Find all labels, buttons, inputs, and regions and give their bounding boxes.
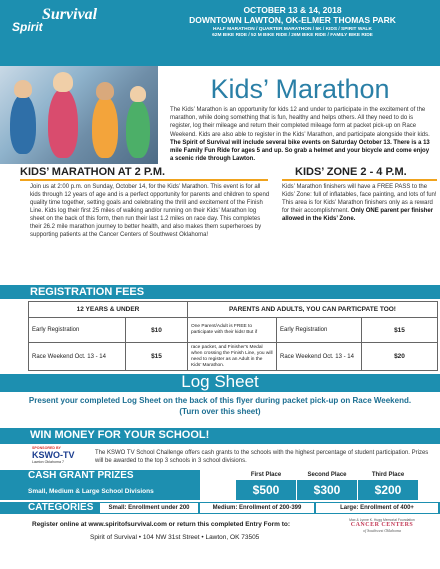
logo-small-text: Spirit [12,20,43,34]
adult-early-label: Early Registration [277,318,362,343]
foundation-name: Max & Lynne K. Hugg Memorial Foundation [349,518,415,522]
first-place-box [236,470,296,500]
adults-column-header: PARENTS AND ADULTS, YOU CAN PARTICPATE TOO! [188,302,438,318]
medium-division: Medium: Enrollment of 200-399 [200,503,314,513]
kids-early-fee: $10 [126,318,188,343]
kids-marathon-heading: KIDS’ MARATHON AT 2 P.M. [20,166,166,178]
kids-weekend-fee: $15 [126,343,188,371]
registration-title: REGISTRATION FEES [30,286,145,298]
log-sheet-instructions [0,395,440,417]
sponsor-name: KSWO-TV [32,450,75,460]
mailing-address: Spirit of Survival • 104 NW 31st Street • Lawton, OK 73505 [90,534,260,541]
intro-bike-events: The Spirit of Survival will include several bike events on Saturday October 13. There is a 13 mile Family Fun Ride for ages 5 and up. So grab a helmet and your bicycle and come enjoy a scenic ride through Lawton. [170,139,430,163]
third-place-box [358,470,418,500]
kids-running-photo [0,66,158,164]
categories-title: CATEGORIES [28,502,94,513]
adult-weekend-label: Race Weekend Oct. 13 - 14 [277,343,362,371]
adult-early-fee: $15 [362,318,438,343]
event-info [150,5,435,40]
table-header-row [29,302,438,318]
kids-weekend-label: Race Weekend Oct. 13 - 14 [29,343,126,371]
small-division: Small: Enrollment under 200 [100,503,198,513]
log-sheet-line-2: (Turn over this sheet) [179,407,261,416]
event-races: HALF MARATHON / QUARTER MARATHON / 5K / KIDS / SPIRIT WALK [213,27,372,32]
event-rides: 62M BIKE RIDE / 52 M BIKE RIDE / 26M BIKE RIDE / FAMILY BIKE RIDE [212,33,373,38]
divider [282,179,437,181]
kids-zone-rule: Only ONE parent per finisher allowed in the Kids’ Zone. [282,208,434,222]
sponsor-tagline: Lawton Oklahoma 7 [32,460,64,464]
adult-medal-note: race packet, and Finisher's Medal when crossing the Finish Line, you will need to register as an Adult in the Kids’ Marathon. [188,343,277,371]
registration-fee-table [28,301,438,371]
adult-free-note: One Parent/Adult is FREE to participate with their kids! But if [188,318,277,343]
cancer-centers-region: of Southwest Oklahoma [363,528,401,533]
school-challenge-text: The KSWO TV School Challenge offers cash grants to the schools with the highest percentage of student participation. Prizes will be awarded to the top 3 schools in 3 school divisions. [95,450,429,464]
second-place-amount: $300 [313,483,341,497]
kids-zone-text [282,183,437,223]
event-place: DOWNTOWN LAWTON, OK-ELMER THOMAS PARK [189,15,396,25]
second-place-box [297,470,357,500]
kids-marathon-text: Join us at 2:00 p.m. on Sunday, October 14, for the Kids’ Marathon. This event is for all kids through 12 years of age and is a perfect opportunity for parents and children to spend quality time together, setting goals and celebrating the thrill and excitement of the Finish Line. Kids log their first 25 miles of walking and/or running on their Kids’ Marathon log sheet on the back of this form, then run their last 1.2 miles on race day. This completes their 26.2 mile marathon journey to better health, and also makes them superheroes by supporting patients at the Cancer Centers of Southwest Oklahoma! [30,184,270,238]
log-sheet-line-1: Present your completed Log Sheet on the back of this flyer during packet pick-up on Race Weekend. [28,396,412,405]
kids-early-label: Early Registration [29,318,126,343]
large-division: Large: Enrollment of 400+ [316,503,438,513]
cancer-centers-logo [330,518,434,533]
event-dates: OCTOBER 13 & 14, 2018 [243,5,342,15]
log-sheet-title: Log Sheet [181,372,259,391]
first-place-label: First Place [236,470,296,480]
table-row [29,318,438,343]
kids-column-header: 12 YEARS & UNDER [29,302,188,318]
register-online-text: Register online at www.spiritofsurvival.com or return this completed Entry Form to: [32,521,290,528]
intro-paragraph: The Kids’ Marathon is an opportunity for kids 12 and under to participate in the excitement of the marathon, while doing something that is fun, healthy and helps others. All they need to do is register, log their mileage and return their completed mileage form at packet pick-up on Race Weekend. Kids are also able to register in the Kids’ Marathon, and participate alongside their kids. [170,107,430,138]
kswo-sponsor-logo [32,446,84,468]
third-place-amount: $200 [374,483,402,497]
logo-big-text: Survival [42,6,98,23]
table-row [29,343,438,371]
spirit-of-survival-logo [12,6,132,40]
cancer-centers-name: CANCER CENTERS [350,522,414,528]
first-place-amount: $500 [252,483,280,497]
page-title: Kids’ Marathon [210,74,390,104]
kids-zone-paragraph: Kids’ Marathon finishers will have a FREE PASS to the Kids’ Zone: full of inflatables, face painting, and lots of fun! This area is for Kids’ Marathon finishers only as a reward for their accomplishment. [282,184,437,214]
second-place-label: Second Place [297,470,357,480]
sponsored-by-label: SPONSORED BY [32,446,61,450]
adult-weekend-fee: $20 [362,343,438,371]
cash-prize-subtitle: Small, Medium & Large School Divisions [28,488,154,495]
cash-prize-title: CASH GRANT PRIZES [28,470,134,481]
intro-text [170,106,432,163]
kids-zone-heading: KIDS’ ZONE 2 - 4 P.M. [295,166,407,178]
divider [20,179,268,181]
third-place-label: Third Place [358,470,418,480]
win-money-title: WIN MONEY FOR YOUR SCHOOL! [30,429,210,441]
